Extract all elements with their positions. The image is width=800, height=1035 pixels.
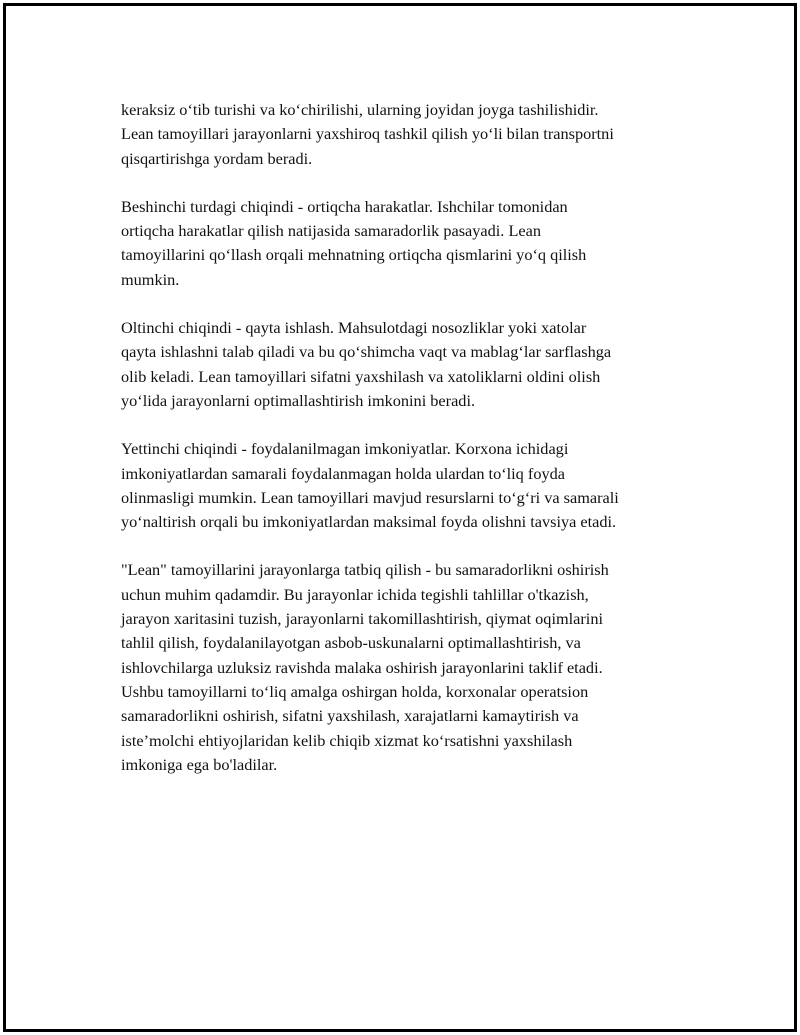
paragraph-motion-waste: Beshinchi turdagi chiqindi - ortiqcha harakatlar. Ishchilar tomonidan ortiqcha harakatlar qilish natijasida samaradorlik pasayadi. Lean tamoyillarini qo‘llash orqali mehnatning ortiqcha qismlarini yo‘q qilish mumkin. [121, 196, 587, 289]
paragraph-unused-potential: Yettinchi chiqindi - foydalanilmagan imkoniyatlar. Korxona ichidagi imkoniyatlardan samarali foydalanmagan holda ulardan to‘liq foyda olinmasligi mumkin. Lean tamoyillari mavjud resurslarni to‘g‘ri va samarali yo‘naltirish orqali bu imkoniyatlardan maksimal foyda olishni tavsiya etadi. [121, 439, 619, 532]
paragraph-lean-conclusion: "Lean" tamoyillarini jarayonlarga tatbiq qilish - bu samaradorlikni oshirish uchun muhim qadamdir. Bu jarayonlar ichida tegishli tahlillar o'tkazish, jarayon xaritasini tuzish, jarayonlarni takomillashtirish, qiymat oqimlarini tahlil qilish, foydalanilayotgan asbob-uskunalarni optimallashtirish, va ishlovchilarga uzluksiz ravishda malaka oshirish jarayonlarini taklif etadi. Ushbu tamoyillarni to‘liq amalga oshirgan holda, korxonalar operatsion samaradorlikni oshirish, sifatni yaxshilash, xarajatlarni kamaytirish va iste’molchi ehtiyojlaridan kelib chiqib xizmat ko‘rsatishni yaxshilash imkoniga ega bo'ladilar. [121, 560, 609, 774]
page-frame [3, 3, 797, 1032]
paragraph-transport: keraksiz o‘tib turishi va ko‘chirilishi, ularning joyidan joyga tashilishidir. Lean tamoyillari jarayonlarni yaxshiroq tashkil qilish yo‘li bilan transportni qisqartirishga yordam beradi. [121, 100, 614, 168]
paragraph-rework-waste: Oltinchi chiqindi - qayta ishlash. Mahsulotdagi nosozliklar yoki xatolar qayta ishlashni talab qiladi va bu qo‘shimcha vaqt va mablag‘lar sarflashga olib keladi. Lean tamoyillari sifatni yaxshilash va xatoliklarni oldini olish yo‘lida jarayonlarni optimallashtirish imkonini beradi. [121, 318, 612, 410]
document-body [121, 98, 701, 801]
